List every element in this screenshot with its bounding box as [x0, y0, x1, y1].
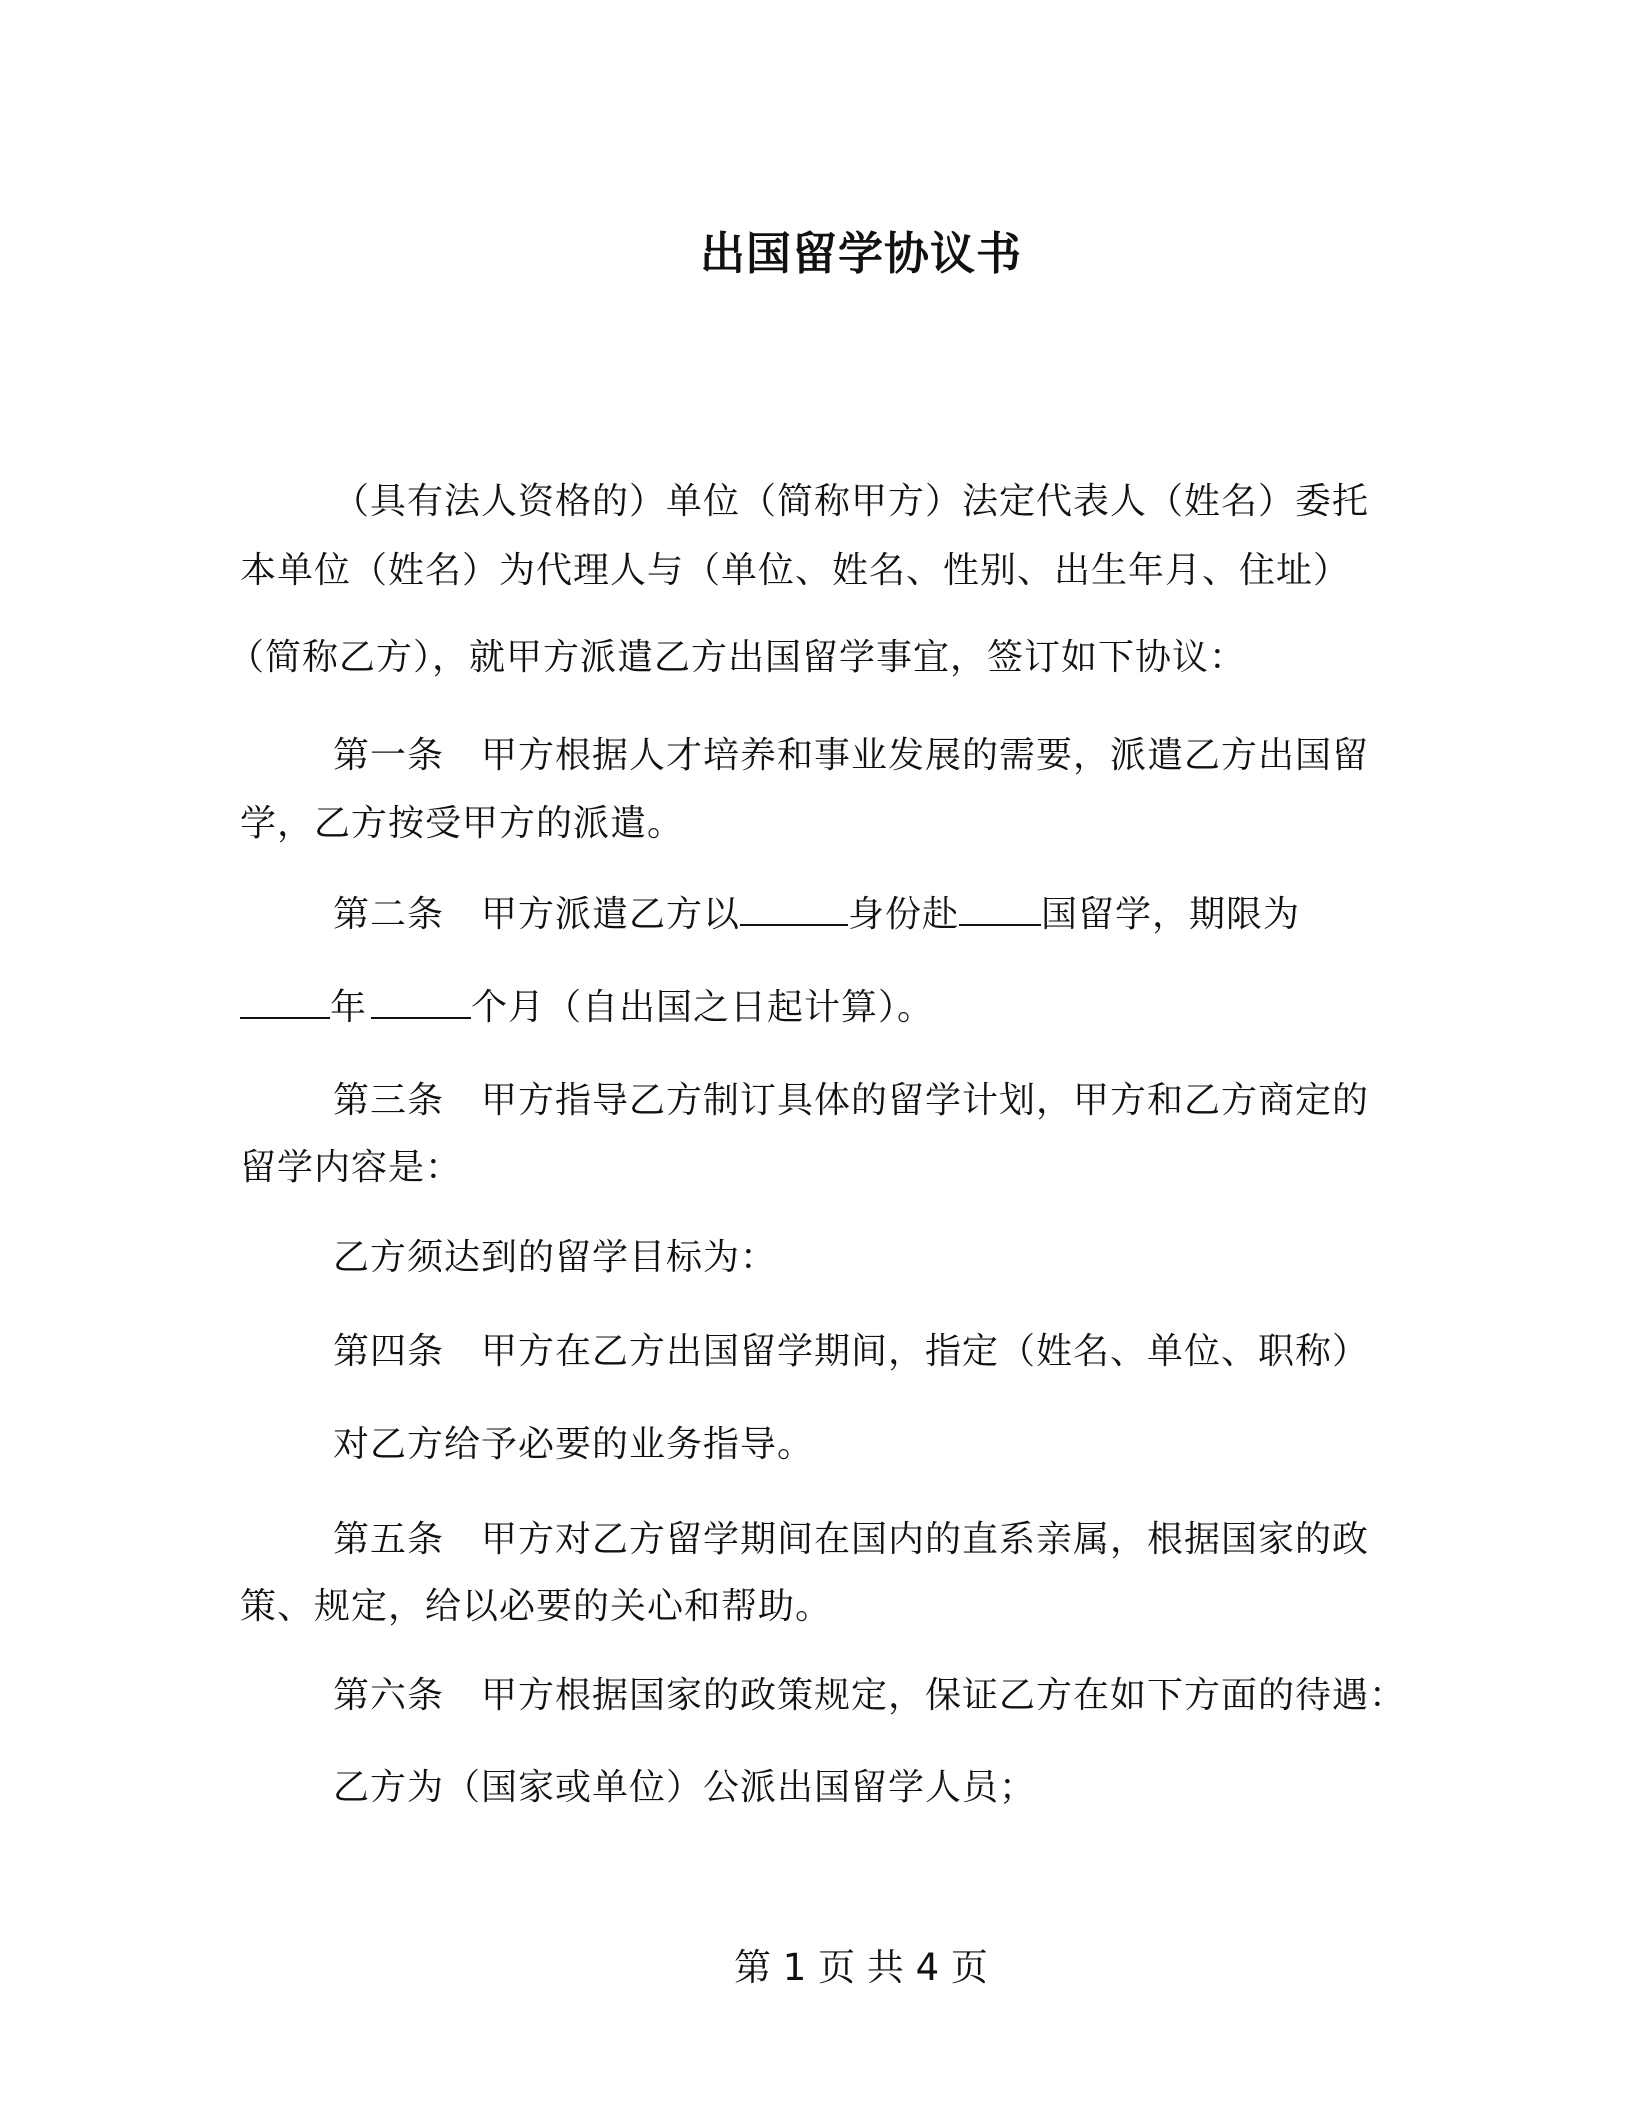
- article-2-text-b: 身份赴: [848, 894, 960, 935]
- country-blank[interactable]: [959, 890, 1041, 926]
- article-2-line-1: [333, 890, 1300, 939]
- article-2-text-d: 年: [330, 987, 368, 1028]
- article-2-text-e: 个月（自出国之日起计算）。: [471, 987, 935, 1028]
- months-blank[interactable]: [371, 983, 471, 1019]
- article-3-line-1: 第三条 甲方指导乙方制订具体的留学计划，甲方和乙方商定的: [333, 1080, 1370, 1121]
- article-2-text-c: 国留学，期限为: [1041, 894, 1301, 935]
- article-6-line-1: 第六条 甲方根据国家的政策规定，保证乙方在如下方面的待遇：: [333, 1675, 1407, 1716]
- article-1-line-2: 学，乙方按受甲方的派遣。: [240, 803, 685, 844]
- document-title: 出国留学协议书: [699, 227, 1022, 280]
- paragraph-intro-line-3: （简称乙方），就甲方派遣乙方出国留学事宜，签订如下协议：: [228, 637, 1247, 678]
- article-3-line-2: 留学内容是：: [240, 1147, 463, 1188]
- article-5-line-1: 第五条 甲方对乙方留学期间在国内的直系亲属，根据国家的政: [333, 1519, 1370, 1560]
- article-2-text-a: 第二条 甲方派遣乙方以: [333, 894, 741, 935]
- paragraph-intro-line-1: （具有法人资格的）单位（简称甲方）法定代表人（姓名）委托: [333, 481, 1370, 522]
- years-blank[interactable]: [240, 983, 330, 1019]
- article-6-line-2: 乙方为（国家或单位）公派出国留学人员；: [333, 1767, 1037, 1808]
- paragraph-intro-line-2: 本单位（姓名）为代理人与（单位、姓名、性别、出生年月、住址）: [240, 550, 1351, 591]
- article-4-line-2: 对乙方给予必要的业务指导。: [333, 1424, 815, 1465]
- article-2-line-2: [240, 983, 934, 1032]
- article-5-line-2: 策、规定，给以必要的关心和帮助。: [240, 1586, 833, 1627]
- article-3-goal: 乙方须达到的留学目标为：: [333, 1237, 778, 1278]
- identity-blank[interactable]: [740, 890, 848, 926]
- page-number: 第 1 页 共 4 页: [734, 1946, 988, 1989]
- article-1-line-1: 第一条 甲方根据人才培养和事业发展的需要，派遣乙方出国留: [333, 735, 1370, 776]
- article-4-line-1: 第四条 甲方在乙方出国留学期间，指定（姓名、单位、职称）: [333, 1331, 1370, 1372]
